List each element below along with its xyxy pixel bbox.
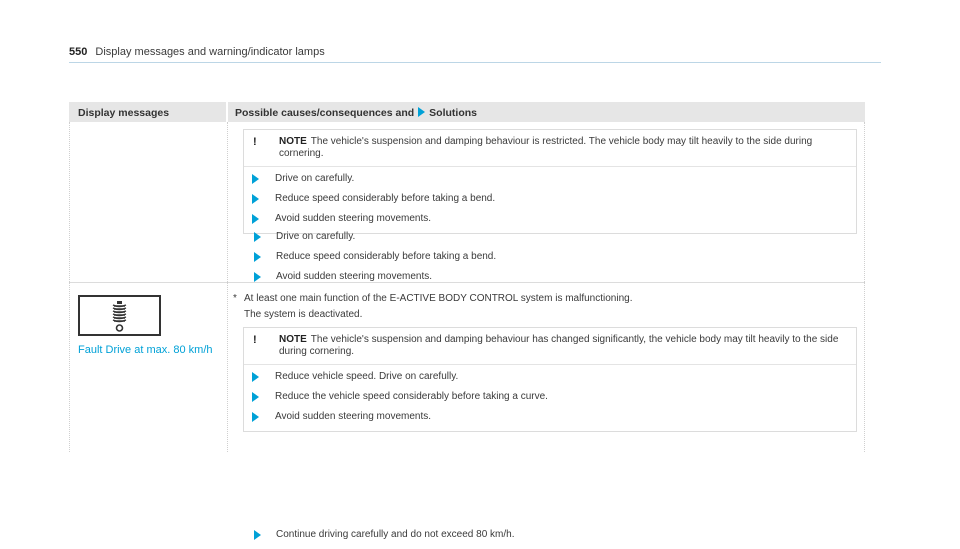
list-item: Reduce speed considerably before taking a bend.	[254, 251, 496, 271]
note-text: The vehicle's suspension and damping behaviour is restricted. The vehicle body may tilt heavily to the side during cornering.	[279, 136, 813, 159]
table-header	[69, 102, 865, 122]
arrow-icon	[254, 272, 261, 282]
suspension-spring-icon	[80, 297, 159, 334]
list-item: Avoid sudden steering movements.	[244, 213, 856, 233]
list-item: Drive on carefully.	[244, 173, 856, 193]
column-header-display-messages: Display messages	[78, 107, 170, 119]
cause-text	[233, 292, 633, 322]
arrow-icon	[252, 194, 259, 204]
list-item: Continue driving carefully and do not exceed 80 km/h.	[254, 529, 514, 549]
list-item: Drive on carefully.	[254, 231, 355, 251]
arrow-icon	[252, 392, 259, 402]
display-message-caption: Fault Drive at max. 80 km/h	[78, 344, 213, 356]
page-number: 550	[69, 46, 88, 58]
arrow-icon	[254, 232, 261, 242]
cell-border	[864, 122, 865, 282]
exclamation-icon: !	[253, 334, 257, 346]
arrow-icon	[252, 174, 259, 184]
page-title: Display messages and warning/indicator lamps	[95, 46, 325, 58]
list-item: Reduce vehicle speed. Drive on carefully.	[244, 371, 856, 391]
cell-border	[227, 282, 228, 452]
page-header	[69, 46, 881, 63]
arrow-icon	[418, 107, 425, 117]
cause-line: The system is deactivated.	[244, 309, 363, 320]
arrow-icon	[252, 372, 259, 382]
header-separator	[226, 102, 228, 122]
suspension-warning-symbol	[78, 295, 161, 336]
list-item: Reduce the vehicle speed considerably before taking a curve.	[244, 391, 856, 411]
cause-line: At least one main function of the E-ACTIVE BODY CONTROL system is malfunctioning.	[244, 293, 633, 304]
display-messages-table	[69, 102, 865, 540]
table-row	[69, 282, 865, 540]
note-warning	[244, 130, 856, 167]
list-item: Reduce speed considerably before taking a bend.	[244, 193, 856, 213]
arrow-icon	[254, 530, 261, 540]
note-box	[243, 327, 857, 432]
note-label: NOTE	[279, 136, 307, 147]
list-item: Avoid sudden steering movements.	[244, 411, 856, 431]
table-row	[69, 122, 865, 283]
note-box	[243, 129, 857, 234]
arrow-icon	[252, 412, 259, 422]
cell-border	[864, 282, 865, 452]
cell-border	[227, 122, 228, 282]
note-label: NOTE	[279, 334, 307, 345]
note-text: The vehicle's suspension and damping behaviour has changed significantly, the vehicle body may tilt heavily to the side during cornering.	[279, 334, 839, 357]
note-warning	[244, 328, 856, 365]
column-header-causes: Possible causes/consequences and Solutions	[235, 107, 478, 119]
cell-border	[69, 282, 70, 452]
arrow-icon	[252, 214, 259, 224]
asterisk: *	[233, 293, 237, 304]
exclamation-icon: !	[253, 136, 257, 148]
arrow-icon	[254, 252, 261, 262]
list-item: Avoid sudden steering movements.	[254, 271, 432, 291]
cell-border	[69, 122, 70, 282]
header-rule	[69, 62, 881, 63]
